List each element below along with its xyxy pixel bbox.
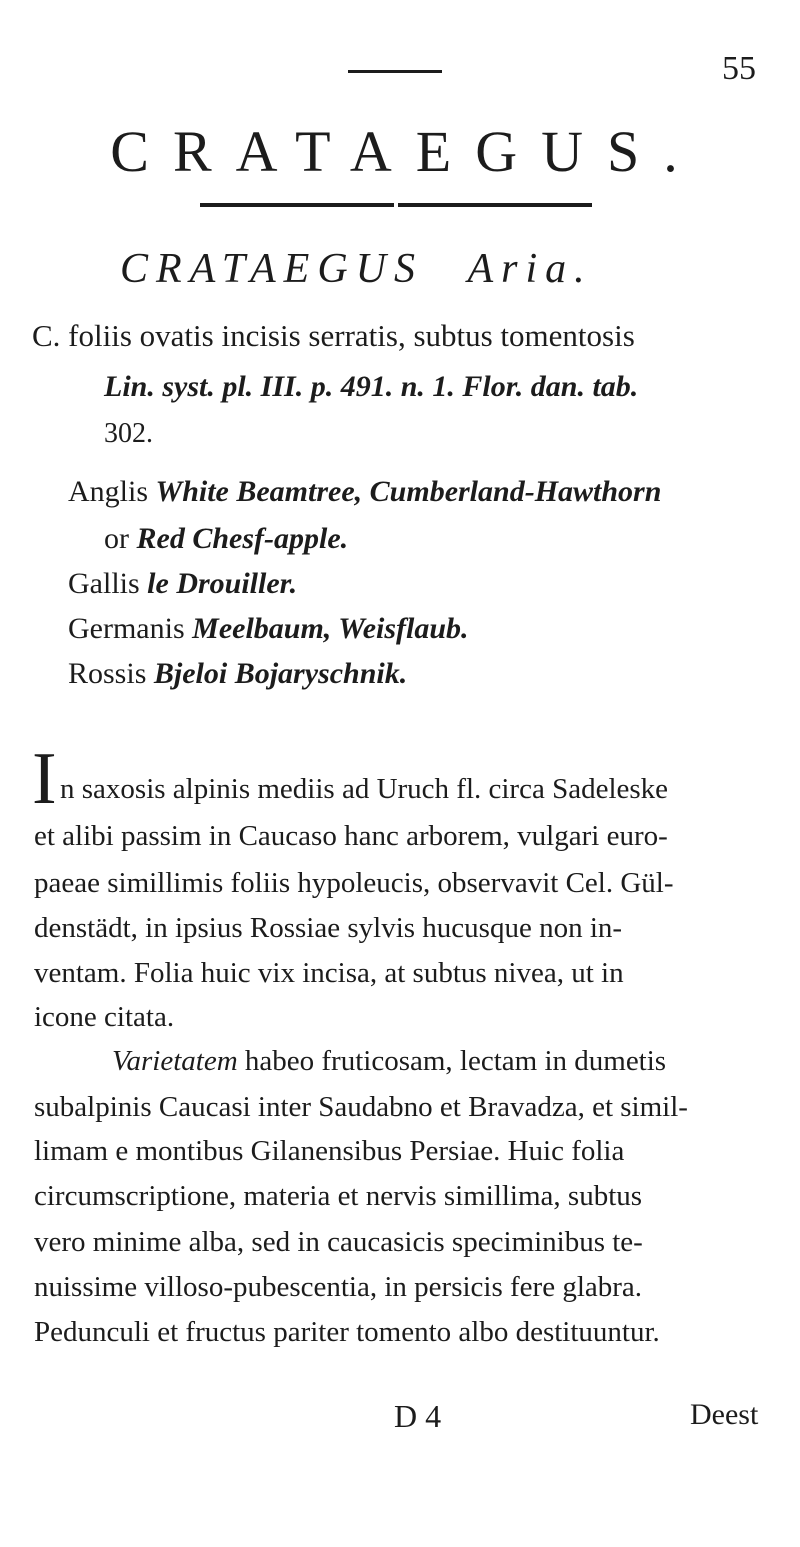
rossis-name: Bjeloi Bojaryschnik. — [153, 657, 408, 690]
paragraph-2-line: nuissime villoso-pubescentia, in persicis fere glabra. — [34, 1271, 643, 1303]
paragraph-2-line: limam e montibus Gilanensibus Persiae. Huic folia — [34, 1135, 625, 1167]
paragraph-1-line: denstädt, in ipsius Rossiae sylvis hucusque non in- — [34, 912, 623, 944]
species-genus: CRATAEGUS — [120, 246, 423, 292]
vernacular-gallis — [68, 567, 297, 601]
paragraph-1-line: paeae simillimis foliis hypoleucis, observavit Cel. Gül- — [34, 867, 674, 899]
paragraph-2-first-text: habeo fruticosam, lectam in dumetis — [244, 1045, 667, 1077]
page-title: CRATAEGUS. — [110, 119, 702, 184]
diagnosis-line-1: C. foliis ovatis incisis serratis, subtus tomentosis — [32, 318, 635, 353]
vernacular-anglis — [68, 475, 661, 509]
diagnosis-line-2: Lin. syst. pl. III. p. 491. n. 1. Flor. dan. tab. — [104, 370, 639, 403]
anglis-label: Anglis — [68, 475, 149, 508]
vernacular-rossis — [68, 657, 407, 691]
paragraph-2-line: Pedunculi et fructus pariter tomento albo destituuntur. — [34, 1316, 660, 1348]
signature-mark: D 4 — [394, 1398, 442, 1434]
gallis-name: le Drouiller. — [147, 567, 298, 600]
paragraph-1-line: et alibi passim in Caucaso hanc arborem, vulgari euro- — [34, 820, 668, 852]
germanis-label: Germanis — [68, 612, 185, 645]
drop-cap: I — [32, 738, 57, 820]
varietatem-word: Varietatem — [112, 1045, 238, 1077]
anglis-names-2: Red Chesf-apple. — [136, 522, 349, 555]
diagnosis-line-3: 302. — [104, 418, 153, 449]
title-double-rule-left — [200, 203, 394, 207]
paragraph-1-line: n saxosis alpinis mediis ad Uruch fl. circa Sadeleske — [60, 773, 669, 805]
paragraph-2-line: vero minime alba, sed in caucasicis speciminibus te- — [34, 1226, 643, 1258]
vernacular-germanis — [68, 612, 469, 646]
species-heading — [120, 245, 593, 293]
anglis-names: White Beamtree, Cumberland-Hawthorn — [155, 475, 662, 508]
header-rule — [348, 70, 442, 73]
gallis-label: Gallis — [68, 567, 140, 600]
paragraph-2-first-line — [112, 1045, 800, 1078]
catchword: Deest — [690, 1398, 759, 1431]
paragraph-2-line: circumscriptione, materia et nervis simillima, subtus — [34, 1180, 643, 1212]
vernacular-anglis-cont — [104, 522, 348, 556]
page-number: 55 — [722, 50, 756, 87]
title-double-rule-right — [398, 203, 592, 207]
paragraph-1-line: icone citata. — [34, 1001, 175, 1033]
paragraph-1-line: ventam. Folia huic vix incisa, at subtus nivea, ut in — [34, 957, 624, 989]
species-epithet: Aria. — [467, 246, 593, 292]
anglis-or: or — [104, 522, 129, 555]
rossis-label: Rossis — [68, 657, 147, 690]
paragraph-2-line: subalpinis Caucasi inter Saudabno et Bravadza, et simil- — [34, 1091, 688, 1123]
germanis-names: Meelbaum, Weisflaub. — [192, 612, 469, 645]
